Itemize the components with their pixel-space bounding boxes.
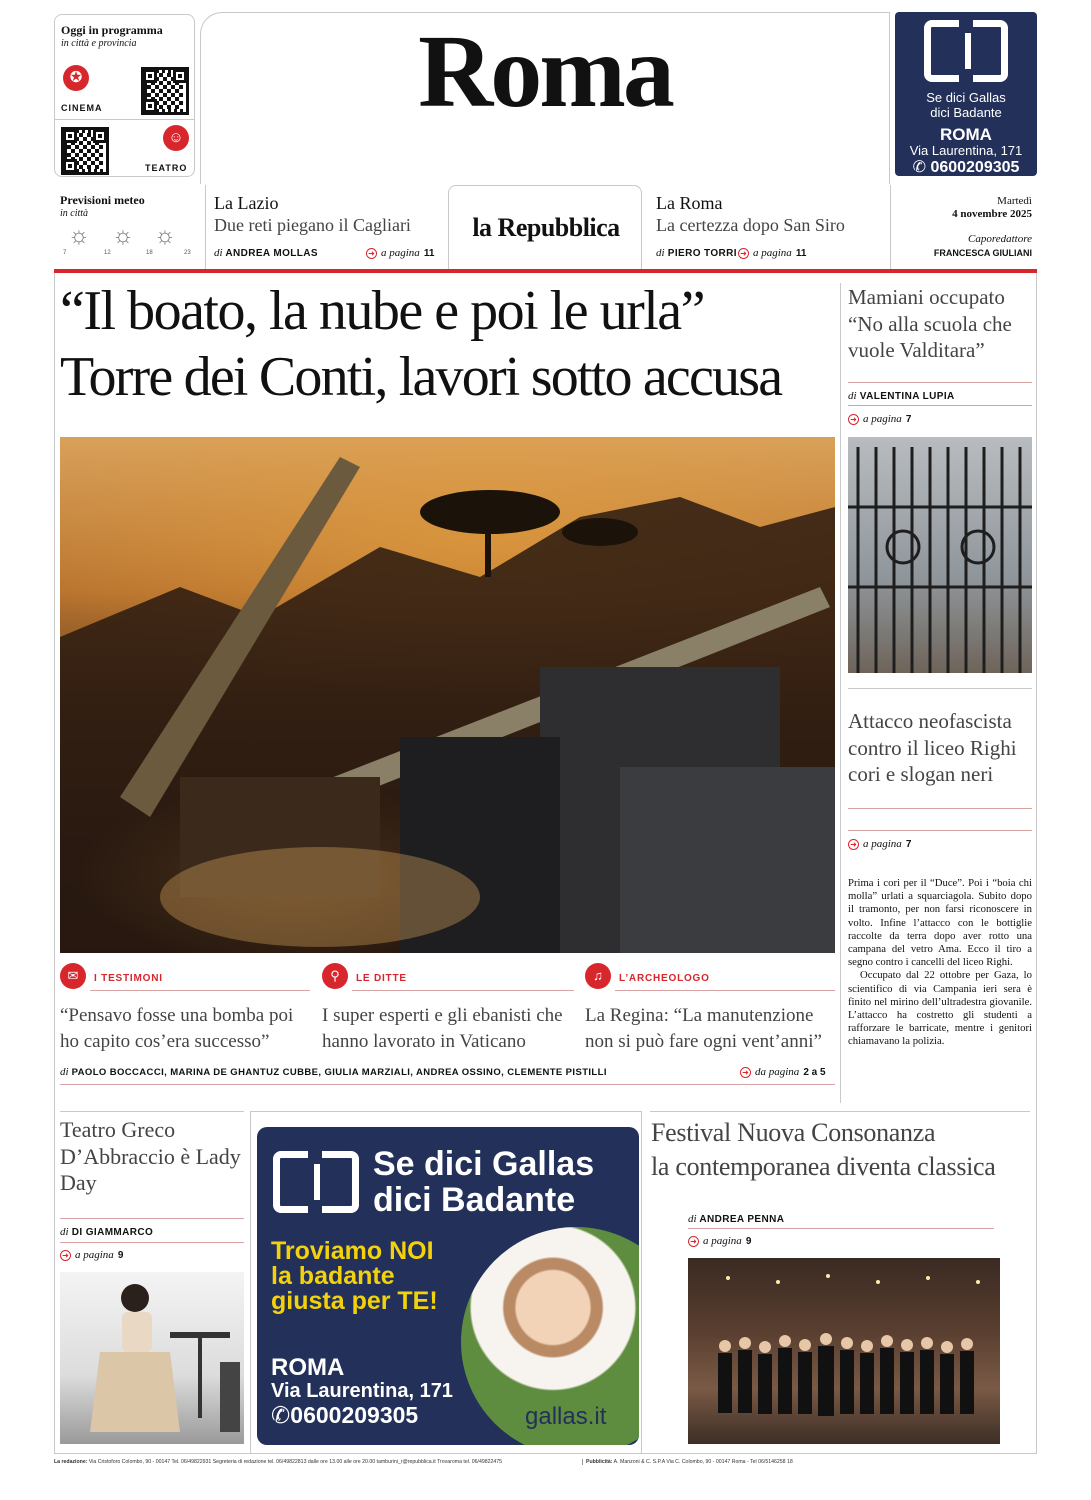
lead-headline-2[interactable]: Torre dei Conti, lavori sotto accusa [60, 346, 782, 408]
phone-icon: ✆ [271, 1402, 291, 1428]
big-ad-site: gallas.it [525, 1403, 607, 1430]
lead-byline: di PAOLO BOCCACCI, MARINA DE GHANTUZ CUBBE, GIULIA MARZIALI, ANDREA OSSINO, CLEMENTE PISTILLI [60, 1066, 607, 1078]
meteo-title: Previsioni meteo [60, 193, 145, 207]
sub-story-ditte[interactable] [322, 963, 574, 1058]
top-ad-address: Via Laurentina, 171 [909, 143, 1023, 158]
teaser-lazio-section: La Lazio [214, 193, 279, 213]
magnifier-icon: ⚲ [322, 963, 348, 989]
dateline-date: 4 novembre 2025 [952, 208, 1032, 220]
sub-story-testimoni-text: “Pensavo fosse una bomba poi ho capito cos’era successo” [60, 1005, 294, 1052]
teaser-roma-headline: La certezza dopo San Siro [656, 215, 845, 235]
stage-scene [60, 1272, 244, 1444]
lead-photo-scene [60, 437, 835, 953]
side1-byline: di VALENTINA LUPIA [848, 390, 955, 402]
teaser-lazio[interactable] [205, 185, 445, 269]
sun-icon-3: ☼ [154, 223, 176, 249]
brand-logo: la Repubblica [472, 213, 620, 242]
top-ad-slogan1: Se dici Gallas [926, 90, 1006, 105]
programma-box [54, 14, 195, 177]
teaser-roma-section: La Roma [656, 193, 723, 213]
festival-headline-2[interactable]: la contemporanea diventa classica [651, 1152, 996, 1181]
sub-rule [352, 990, 574, 991]
meteo-hour-3: 18 [146, 250, 153, 256]
dateline-day: Martedì [997, 195, 1032, 207]
film-reel-icon: ✪ [63, 65, 89, 91]
big-ad-line2: la badante [271, 1262, 395, 1290]
top-ad-phone-row [895, 157, 1037, 177]
top-ad-phone: 0600209305 [930, 159, 1020, 176]
gallas-logo-icon [273, 1151, 359, 1213]
meteo-hour-1: 7 [63, 250, 67, 256]
side2-page-ref[interactable]: ➜ a pagina 7 [848, 838, 911, 850]
masthead-title: Roma [418, 14, 672, 129]
teatro-rule [60, 1218, 244, 1219]
side1-photo[interactable] [848, 437, 1032, 673]
lead-page-ref[interactable]: ➜ da pagina 2 a 5 [740, 1066, 826, 1078]
big-ad-slogan2: dici Badante [373, 1181, 576, 1219]
sub-story-archeologo-text: La Regina: “La manutenzione non si può fare ogni vent’anni” [585, 1005, 822, 1052]
festival-photo[interactable] [688, 1258, 1000, 1444]
ensemble-scene [688, 1258, 1000, 1444]
side2-body [848, 877, 1032, 1049]
dateline [890, 185, 1036, 269]
festival-headline-1[interactable]: Festival Nuova Consonanza [651, 1118, 936, 1147]
festival-page-ref[interactable]: ➜ a pagina 9 [688, 1235, 751, 1247]
teaser-lazio-page-ref[interactable]: ➜ a pagina 11 [366, 247, 434, 259]
meteo-box [54, 185, 195, 269]
footer-rule [54, 1453, 1037, 1454]
footer-redazione: La redazione: Via Cristoforo Colombo, 90 - 00147 Tel. 06/49822931 Segreteria di redazione tel. 06/49822813 dalle ore 13.00 alle ore 20.00 tamburini_r@repubblica.it Trovaroma tel. 06/49822475 [54, 1459, 503, 1465]
sub-story-archeologo[interactable] [585, 963, 835, 1058]
cinema-label: CINEMA [61, 103, 103, 113]
big-ad-line1: Troviamo NOI [271, 1237, 434, 1265]
side1-page-ref[interactable]: ➜ a pagina 7 [848, 413, 911, 425]
sub-rule [615, 990, 835, 991]
teaser-lazio-headline: Due reti piegano il Cagliari [214, 215, 411, 235]
brand-box [448, 185, 642, 269]
lead-bottom-rule [60, 1084, 835, 1085]
cinema-qr-code[interactable] [141, 67, 189, 115]
teatro-label: TEATRO [145, 163, 188, 173]
teaser-roma-byline: di PIERO TORRI [656, 247, 737, 259]
side1-bottom-rule [848, 688, 1032, 689]
festival-byline: di ANDREA PENNA [688, 1213, 785, 1225]
teatro-page-ref[interactable]: ➜ a pagina 9 [60, 1249, 123, 1261]
festival-top-rule [650, 1111, 1030, 1112]
teatro-headline[interactable]: Teatro Greco D’Abbraccio è Lady Day [60, 1117, 241, 1195]
side1-rule-2 [848, 405, 1032, 406]
side2-rule [848, 808, 1032, 809]
programma-subtitle: in città e provincia [61, 38, 137, 49]
big-ad[interactable] [257, 1127, 639, 1445]
teatro-rule-2 [60, 1242, 244, 1243]
side2-rule-2 [848, 830, 1032, 831]
teaser-roma[interactable] [646, 185, 886, 269]
teatro-photo[interactable] [60, 1272, 244, 1444]
big-ad-address: Via Laurentina, 171 [271, 1380, 453, 1402]
lead-photo[interactable] [60, 437, 835, 953]
lead-headline-1[interactable]: “Il boato, la nube e poi le urla” [60, 280, 704, 342]
top-ad-city: ROMA [940, 125, 992, 144]
top-ad[interactable] [895, 12, 1037, 176]
sub-story-testimoni[interactable] [60, 963, 310, 1058]
big-ad-slogan1: Se dici Gallas [373, 1145, 595, 1183]
sub-story-ditte-label: LE DITTE [356, 973, 407, 984]
sun-icon-1: ☼ [68, 223, 90, 249]
dateline-editor: FRANCESCA GIULIANI [933, 248, 1032, 258]
big-ad-phone: 0600209305 [290, 1402, 419, 1428]
festival-rule [688, 1228, 994, 1229]
side-column-divider [840, 283, 841, 1103]
microphone-icon: ♫ [585, 963, 611, 989]
side2-body-p2: Occupato dal 22 ottobre per Gaza, lo scientifico di via Campania ieri sera è finito nel mirino dell’ultradestra giovanile. L’attacco ha costretto gli studenti a rafforzare le barricate, mentre i genitori chiamavano la polizia. [848, 969, 1032, 1048]
bottom-section-top-rule [60, 1111, 244, 1112]
side2-headline[interactable]: Attacco neofascista contro il liceo Righi cori e slogan neri [848, 709, 1017, 786]
big-ad-phone-row [271, 1402, 418, 1429]
footer-pubblicita: Pubblicità: A. Manzoni & C. S.P.A Via C. Colombo, 90 - 00147 Roma - Tel 06/5146258 18 [582, 1459, 882, 1465]
programma-divider [55, 119, 194, 120]
top-ad-slogan2: dici Badante [930, 105, 1002, 120]
sub-story-testimoni-label: I TESTIMONI [94, 973, 163, 984]
side1-headline[interactable]: Mamiani occupato “No alla scuola che vuole Valditara” [848, 285, 1012, 362]
arrow-right-icon: ➜ [738, 248, 749, 259]
sub-story-archeologo-label: L’ARCHEOLOGO [619, 973, 710, 984]
school-gate-scene [848, 437, 1032, 673]
programma-title: Oggi in programma [61, 23, 163, 37]
meteo-hour-4: 23 [184, 250, 191, 256]
arrow-right-icon: ➜ [688, 1236, 699, 1247]
sun-icon-2: ☼ [112, 223, 134, 249]
dateline-role: Caporedattore [968, 233, 1032, 245]
side1-rule [848, 382, 1032, 383]
speech-bubble-icon: ✉ [60, 963, 86, 989]
phone-icon: ✆ [912, 159, 926, 176]
meteo-hour-2: 12 [104, 250, 111, 256]
teaser-roma-page-ref[interactable]: ➜ a pagina 11 [738, 247, 806, 259]
teatro-byline: di DI GIAMMARCO [60, 1226, 154, 1238]
teaser-lazio-byline: di ANDREA MOLLAS [214, 247, 318, 259]
gallas-logo-icon [924, 20, 1008, 82]
arrow-right-icon: ➜ [848, 839, 859, 850]
sub-story-ditte-text: I super esperti e gli ebanisti che hanno lavorato in Vaticano [322, 1005, 563, 1052]
sub-rule [90, 990, 310, 991]
big-ad-city: ROMA [271, 1354, 345, 1381]
big-ad-line3: giusta per TE! [271, 1287, 438, 1315]
arrow-right-icon: ➜ [60, 1250, 71, 1261]
teatro-qr-code[interactable] [61, 127, 109, 175]
theatre-mask-icon: ☺ [163, 125, 189, 151]
arrow-right-icon: ➜ [740, 1067, 751, 1078]
meteo-subtitle: in città [60, 208, 89, 219]
side2-body-p1: Prima i cori per il “Duce”. Poi i “boia chi molla” urlati a squarciagola. Subito dopo il tramonto, per non farsi riconoscere in volto. Infine l’attacco con le bottiglie raccolte da terra dopo aver rotto una campana del vetro Ama. Ecco il tiro a segno contro i cancelli del liceo Righi. [848, 877, 1032, 969]
arrow-right-icon: ➜ [848, 414, 859, 425]
arrow-right-icon: ➜ [366, 248, 377, 259]
